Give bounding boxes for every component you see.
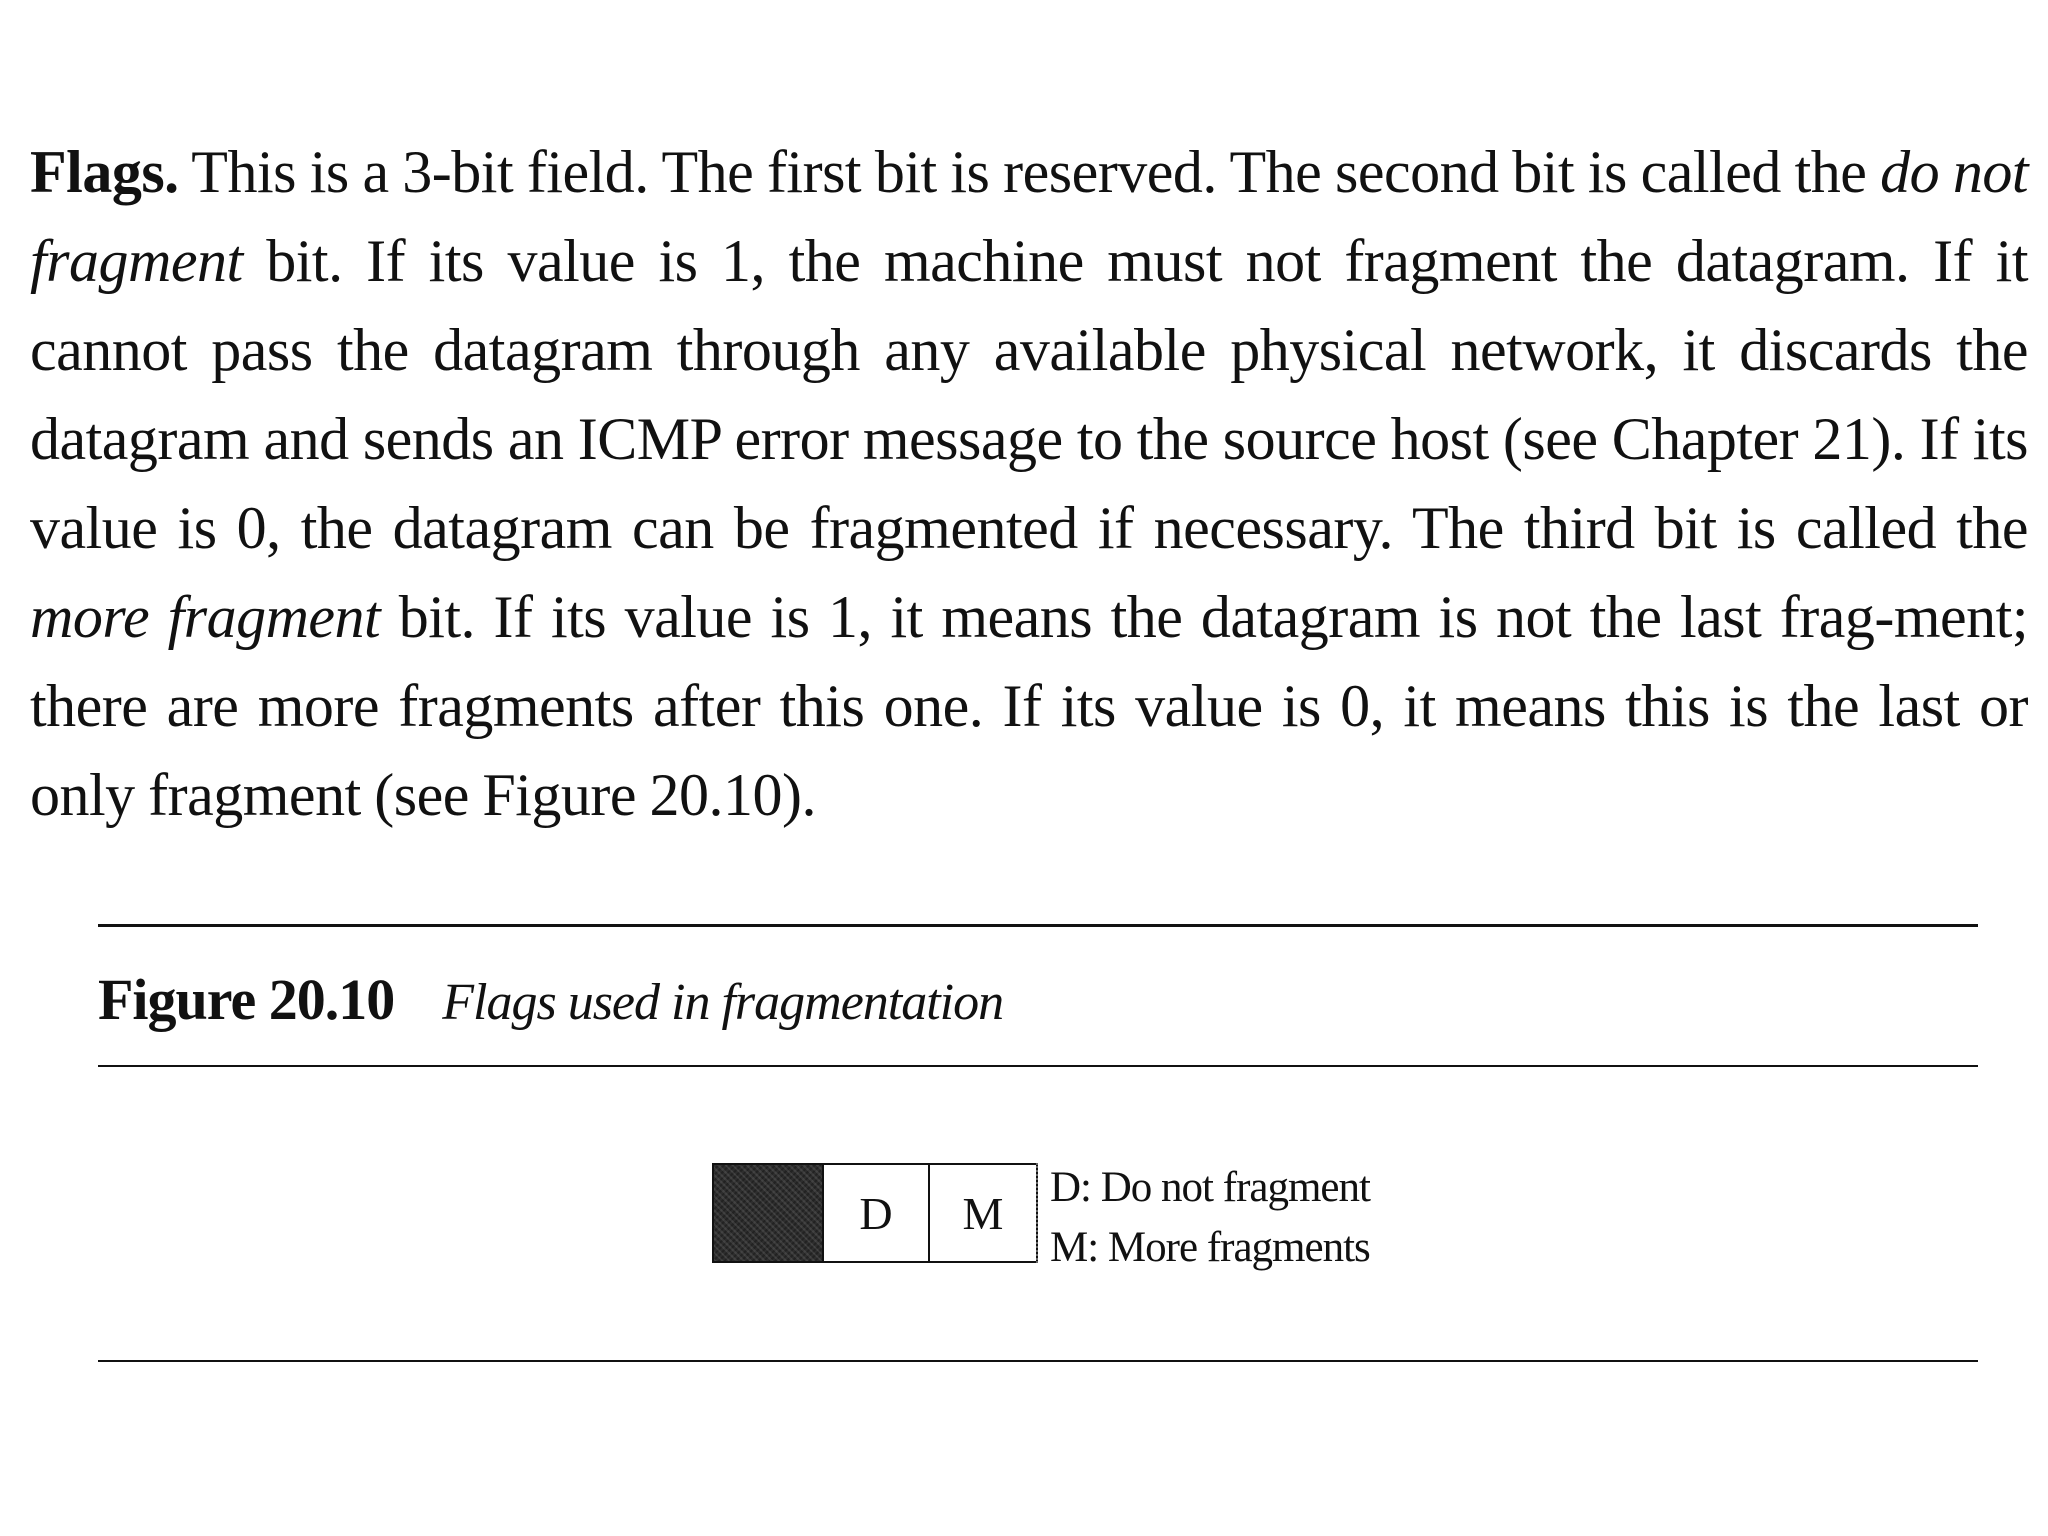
reserved-bit-cell	[714, 1165, 824, 1261]
term-do-not-fragment: do not fragment	[30, 139, 2029, 294]
flags-legend	[1050, 1158, 1370, 1278]
term-more-fragment: more fragment	[30, 584, 381, 650]
paragraph-text-1: This is a 3-bit field. The first bit is reserved. The second bit is called the	[178, 139, 1881, 205]
legend-item-d: D: Do not fragment	[1050, 1164, 1370, 1211]
flags-field-diagram	[712, 1163, 1038, 1263]
figure-number: Figure 20.10	[98, 967, 395, 1032]
more-fragments-bit-cell: M	[962, 1187, 1004, 1239]
figure-caption-rule	[98, 1065, 1978, 1067]
figure-bottom-rule	[98, 1360, 1978, 1362]
legend-item-m: M: More fragments	[1050, 1224, 1370, 1271]
figure-top-rule	[98, 924, 1978, 927]
do-not-fragment-bit-cell: D	[824, 1165, 930, 1261]
paragraph-text-3: bit. If its value is 1, it means the datagram is not the last frag-ment; there are more fragments after this one. If its value is 0, it means this is the last or only fragment (see Figure 20.10).	[30, 584, 2028, 828]
figure-caption	[98, 965, 1003, 1038]
body-paragraph	[30, 128, 2028, 840]
flags-heading: Flags.	[30, 139, 179, 205]
legend-divider	[1036, 1163, 1038, 1263]
paragraph-text-2: bit. If its value is 1, the machine must not fragment the datagram. If it cannot pass the datagram through any available physical network, it discards the datagram and sends an ICMP error message to the source host (see Chapter 21). If its value is 0, the datagram can be fragmented if necessary. The third bit is called the	[30, 228, 2028, 561]
figure-title: Flags used in fragmentation	[442, 974, 1004, 1031]
